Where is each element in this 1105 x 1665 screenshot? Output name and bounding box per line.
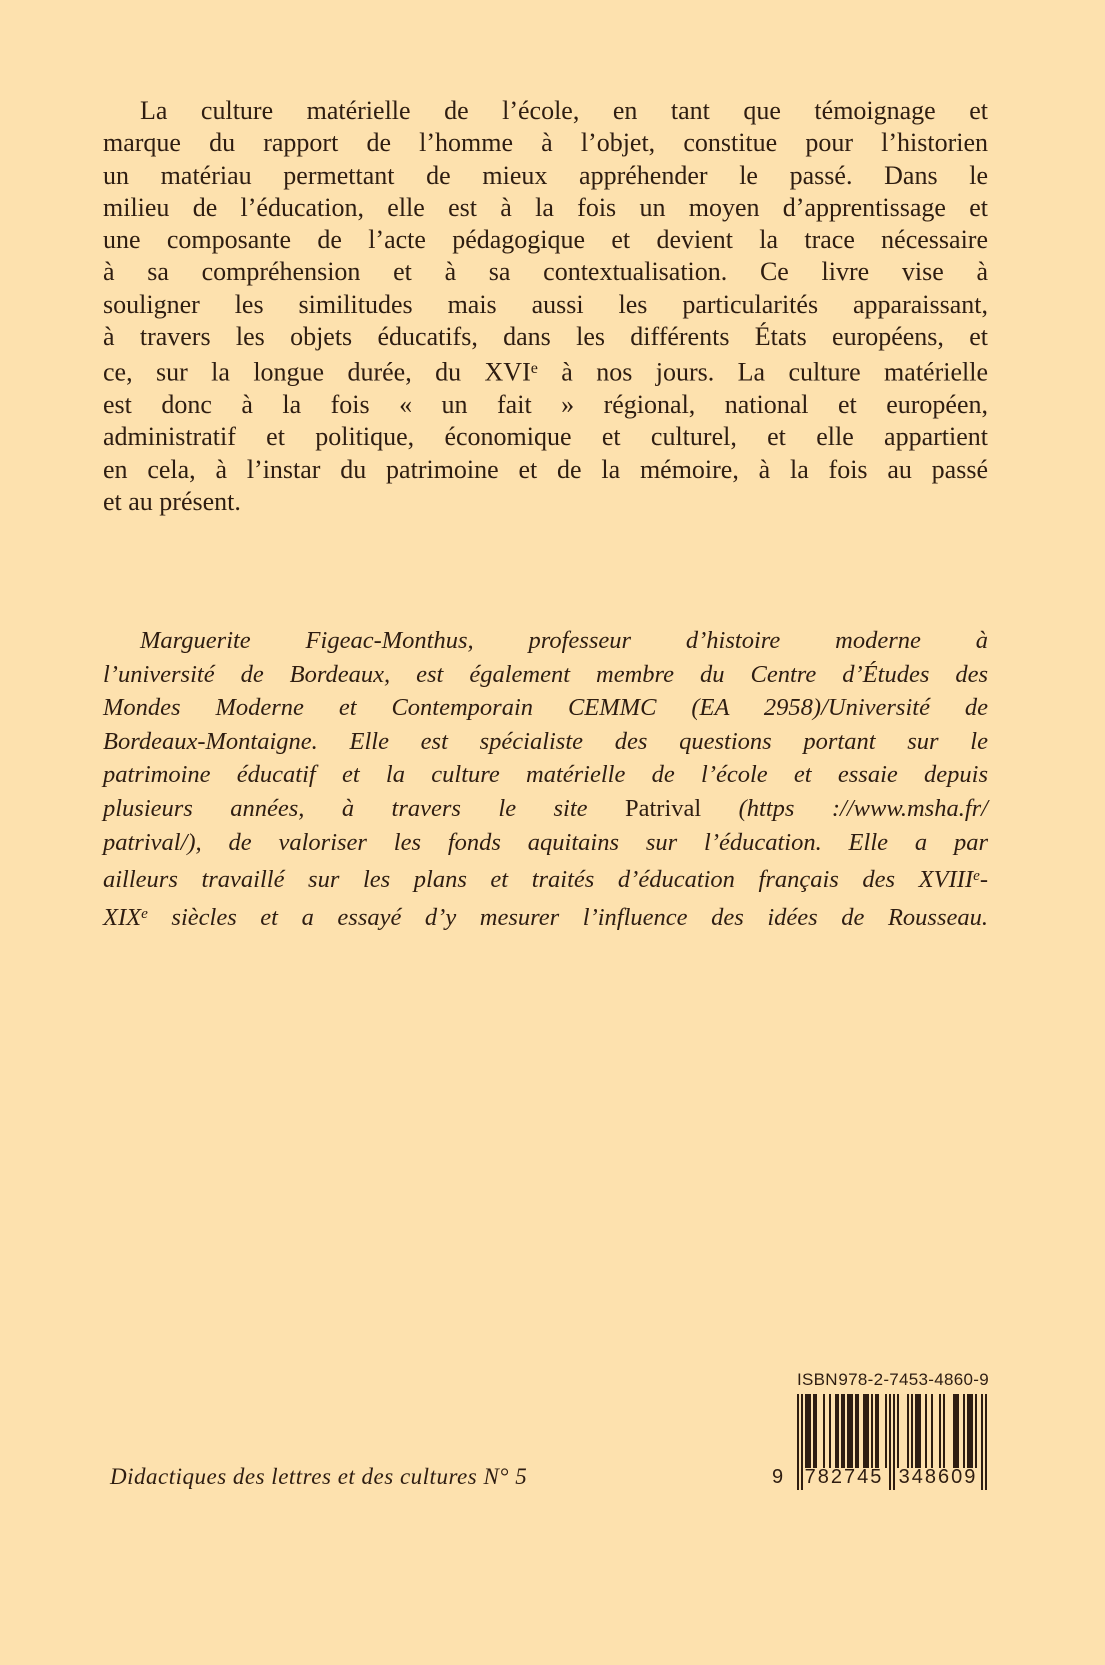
text-line: un matériau permettant de mieux appréhender le passé. Dans le (103, 160, 988, 190)
author-bio-paragraph (103, 624, 988, 934)
synopsis-paragraph (103, 95, 988, 518)
text-line: souligner les similitudes mais aussi les particularités apparaissant, (103, 289, 988, 319)
isbn-value: 978-2-7453-4860-9 (838, 1370, 989, 1389)
text-line: et au présent. (103, 486, 241, 516)
ean-left-group: 782745 (804, 1466, 884, 1488)
barcode (772, 1394, 987, 1490)
isbn-block (773, 1370, 993, 1490)
text-line: Bordeaux-Montaigne. Elle est spécialiste des questions portant sur le (103, 727, 988, 755)
text-line: Mondes Moderne et Contemporain CEMMC (EA 2958)/Université de (103, 694, 988, 722)
ean-right-group: 348609 (898, 1466, 978, 1488)
text-line: en cela, à l’instar du patrimoine et de la mémoire, à la fois au passé (103, 454, 988, 484)
text-line: marque du rapport de l’homme à l’objet, constitue pour l’historien (103, 128, 988, 158)
text-line: une composante de l’acte pédagogique et devient la trace nécessaire (103, 225, 988, 255)
ean-first-digit: 9 (772, 1466, 784, 1488)
text-line: l’université de Bordeaux, est également membre du Centre d’Études des (103, 660, 988, 688)
text-line: administratif et politique, économique et culturel, et elle appartient (103, 422, 988, 452)
isbn-row (797, 1370, 989, 1390)
text-line: La culture matérielle de l’école, en tant que témoignage et (140, 96, 988, 125)
text-line: ce, sur la longue durée, du XVIe à nos jours. La culture matérielle (103, 357, 988, 387)
text-line: à sa compréhension et à sa contextualisation. Ce livre vise à (103, 257, 988, 287)
isbn-label: ISBN (797, 1370, 838, 1389)
series-label: Didactiques des lettres et des cultures N° 5 (110, 1464, 528, 1489)
text-line: milieu de l’éducation, elle est à la fois un moyen d’apprentissage et (103, 192, 988, 222)
text-line: patrival/), de valoriser les fonds aquitains sur l’éducation. Elle a par (103, 828, 988, 856)
text-line: ailleurs travaillé sur les plans et traités d’éducation français des XVIIIe- (103, 865, 988, 893)
text-line: patrimoine éducatif et la culture matérielle de l’école et essaie depuis (103, 761, 988, 789)
text-line: Marguerite Figeac-Monthus, professeur d’histoire moderne à (140, 627, 988, 654)
text-line: est donc à la fois « un fait » régional, national et européen, (103, 389, 988, 419)
text-line: plusieurs années, à travers le site Patrival (https ://www.msha.fr/ (103, 794, 988, 822)
text-line: à travers les objets éducatifs, dans les différents États européens, et (103, 322, 988, 352)
text-line: XIXe siècles et a essayé d’y mesurer l’influence des idées de Rousseau. (103, 903, 988, 931)
